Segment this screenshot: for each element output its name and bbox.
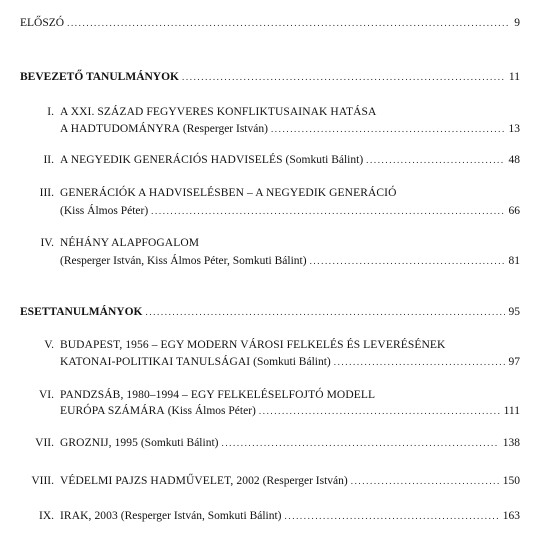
toc-entry-eloszo[interactable]	[20, 17, 520, 29]
chapter-author: (Resperger István)	[262, 475, 348, 487]
page-number: 95	[508, 306, 520, 318]
chapter-author: (Somkuti Bálint)	[140, 437, 219, 449]
dot-leader	[366, 155, 504, 165]
dot-leader	[271, 124, 505, 134]
chapter-author: (Resperger István, Somkuti Bálint)	[120, 510, 282, 522]
page-number: 111	[503, 405, 520, 417]
chapter-number: IX.	[38, 510, 54, 522]
chapter-title: A NEGYEDIK GENERÁCIÓS HADVISELÉS	[60, 154, 283, 166]
page-number: 138	[502, 437, 520, 449]
dot-leader	[151, 206, 504, 216]
chapter-number: IV.	[40, 237, 54, 249]
toc-entry-chapter-9[interactable]	[60, 510, 520, 522]
toc-entry-chapter-8[interactable]	[60, 475, 520, 487]
chapter-title: GROZNIJ, 1995	[60, 437, 138, 449]
page-number: 11	[508, 71, 520, 83]
chapter-author: (Resperger István)	[182, 123, 268, 135]
page-number: 97	[508, 356, 520, 368]
chapter-number: VII.	[35, 437, 54, 449]
chapter-author: (Somkuti Bálint)	[285, 154, 364, 166]
page-number: 66	[508, 205, 520, 217]
toc-entry-chapter-4[interactable]	[60, 255, 520, 267]
chapter-number: III.	[39, 187, 54, 199]
chapter-number: VI.	[38, 389, 54, 401]
dot-leader	[310, 256, 505, 266]
dot-leader	[221, 438, 498, 448]
chapter-author: (Resperger István, Kiss Álmos Péter, Somkuti Bálint)	[60, 255, 307, 267]
toc-part-heading[interactable]	[20, 306, 520, 318]
dot-leader	[182, 72, 505, 82]
part-title: ESETTANULMÁNYOK	[20, 306, 143, 318]
toc-entry-chapter-5[interactable]	[60, 356, 520, 368]
dot-leader	[145, 307, 504, 317]
toc-entry-chapter-3[interactable]	[60, 205, 520, 217]
toc-entry-chapter-7[interactable]	[60, 437, 520, 449]
chapter-author: (Somkuti Bálint)	[253, 356, 331, 368]
dot-leader	[259, 406, 500, 416]
toc-entry-chapter-2[interactable]	[60, 154, 520, 166]
page-number: 13	[508, 123, 520, 135]
page-number: 163	[502, 510, 520, 522]
entry-title: ELŐSZÓ	[20, 17, 65, 29]
chapter-title-line1: A XXI. SZÁZAD FEGYVERES KONFLIKTUSAINAK HATÁSA	[60, 106, 377, 118]
chapter-author: (Kiss Álmos Péter)	[60, 205, 149, 217]
chapter-title-line2: KATONAI-POLITIKAI TANULSÁGAI	[60, 356, 251, 368]
chapter-title-line1: BUDAPEST, 1956 – EGY MODERN VÁROSI FELKELÉS ÉS LEVERÉSÉNEK	[60, 339, 446, 351]
dot-leader	[351, 476, 499, 486]
chapter-title: NÉHÁNY ALAPFOGALOM	[60, 237, 200, 249]
toc-entry-chapter-6[interactable]	[60, 405, 520, 417]
chapter-title: IRAK, 2003	[60, 510, 118, 522]
page-number: 150	[502, 475, 520, 487]
page-number: 48	[508, 154, 520, 166]
dot-leader	[334, 357, 505, 367]
part-title: BEVEZETŐ TANULMÁNYOK	[20, 71, 180, 83]
chapter-number: VIII.	[31, 475, 54, 487]
chapter-author: (Kiss Álmos Péter)	[167, 405, 256, 417]
dot-leader	[67, 18, 510, 28]
chapter-number: I.	[47, 106, 54, 118]
chapter-title-line2: EURÓPA SZÁMÁRA	[60, 405, 165, 417]
toc-part-heading[interactable]	[20, 71, 520, 83]
dot-leader	[285, 511, 499, 521]
chapter-number: II.	[43, 154, 54, 166]
chapter-title: VÉDELMI PAJZS HADMŰVELET, 2002	[60, 475, 260, 487]
chapter-title: GENERÁCIÓK A HADVISELÉSBEN – A NEGYEDIK GENERÁCIÓ	[60, 187, 397, 199]
page-number: 81	[508, 255, 520, 267]
chapter-title-line2: A HADTUDOMÁNYRA	[60, 123, 181, 135]
chapter-title-line1: PANDZSÁB, 1980–1994 – EGY FELKELÉSELFOJTÓ MODELL	[60, 389, 376, 401]
page-number: 9	[514, 17, 520, 29]
toc-entry-chapter-1[interactable]	[60, 123, 520, 135]
chapter-number: V.	[44, 339, 54, 351]
